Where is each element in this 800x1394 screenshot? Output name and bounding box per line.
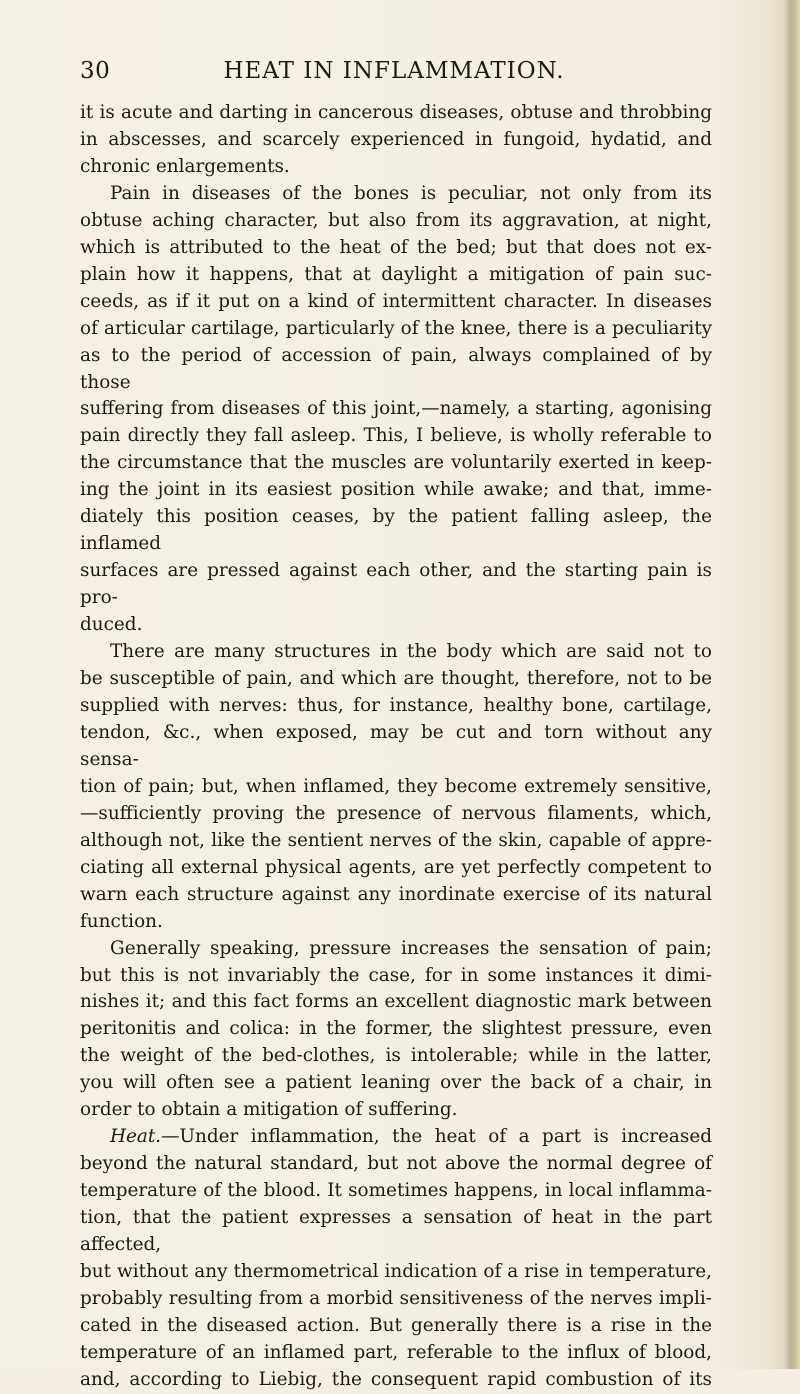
- text-line: temperature of an inflamed part, referable to the influx of blood,: [80, 1341, 712, 1363]
- text-line: of articular cartilage, particularly of the knee, there is a peculiarity: [80, 317, 712, 339]
- text-line: supplied with nerves: thus, for instance, healthy bone, cartilage,: [80, 694, 712, 716]
- text-line: ing the joint in its easiest position while awake; and that, imme-: [80, 479, 712, 501]
- text-line: be susceptible of pain, and which are thought, therefore, not to be: [80, 668, 712, 690]
- text-line: probably resulting from a morbid sensitiveness of the nerves impli-: [80, 1287, 712, 1309]
- page-number: 30: [80, 58, 111, 84]
- text-line-rest: —Under inflammation, the heat of a part is increased: [161, 1126, 712, 1148]
- text-line: beyond the natural standard, but not above the normal degree of: [80, 1153, 712, 1175]
- text-line: although not, like the sentient nerves of the skin, capable of appre-: [80, 829, 712, 851]
- text-line: obtuse aching character, but also from its aggravation, at night,: [80, 209, 712, 231]
- text-line: function.: [80, 910, 163, 932]
- text-line: the circumstance that the muscles are voluntarily exerted in keep-: [80, 452, 712, 474]
- text-line: Generally speaking, pressure increases the sensation of pain;: [110, 937, 712, 959]
- text-line: temperature of the blood. It sometimes happens, in local inflamma-: [80, 1180, 712, 1202]
- page-edge-shadow: [784, 0, 800, 1369]
- text-line: it is acute and darting in cancerous diseases, obtuse and throbbing: [80, 102, 712, 123]
- text-line: which is attributed to the heat of the bed; but that does not ex-: [80, 236, 712, 258]
- text-line: ciating all external physical agents, are yet perfectly competent to: [80, 856, 712, 878]
- text-line: diately this position ceases, by the patient falling asleep, the inflamed: [80, 506, 712, 555]
- text-line: —sufficiently proving the presence of nervous filaments, which,: [80, 802, 712, 824]
- text-line: chronic enlargements.: [80, 155, 290, 177]
- page-header: [80, 58, 708, 94]
- text-line: suffering from diseases of this joint,—namely, a starting, agonising: [80, 398, 712, 420]
- text-line: cated in the diseased action. But generally there is a rise in the: [80, 1314, 712, 1336]
- text-line: but without any thermometrical indication of a rise in temperature,: [80, 1260, 712, 1282]
- running-head: HEAT IN INFLAMMATION.: [223, 58, 565, 84]
- text-line: and, according to Liebig, the consequent rapid combustion of its: [80, 1368, 712, 1390]
- text-line: warn each structure against any inordinate exercise of its natural: [80, 883, 712, 905]
- text-line: surfaces are pressed against each other, and the starting pain is pro-: [80, 560, 712, 609]
- text-line: [80, 1124, 712, 1151]
- section-heading-heat: Heat.: [110, 1126, 162, 1148]
- text-line: as to the period of accession of pain, always complained of by those: [80, 344, 712, 393]
- text-line: ceeds, as if it put on a kind of intermittent character. In diseases: [80, 290, 712, 312]
- text-line: tendon, &c., when exposed, may be cut and torn without any sensa-: [80, 721, 712, 770]
- text-line: There are many structures in the body which are said not to: [110, 641, 712, 663]
- text-line: in abscesses, and scarcely experienced in fungoid, hydatid, and: [80, 128, 712, 150]
- text-line: duced.: [80, 614, 143, 636]
- text-line: nishes it; and this fact forms an excellent diagnostic mark between: [80, 991, 712, 1013]
- text-line: you will often see a patient leaning over the back of a chair, in: [80, 1072, 712, 1094]
- text-line: plain how it happens, that at daylight a mitigation of pain suc-: [80, 263, 712, 285]
- text-line: the weight of the bed-clothes, is intolerable; while in the latter,: [80, 1045, 712, 1067]
- text-line: tion of pain; but, when inflamed, they become extremely sensitive,: [80, 775, 712, 797]
- text-line: but this is not invariably the case, for in some instances it dimi-: [80, 964, 712, 986]
- text-line: order to obtain a mitigation of suffering.: [80, 1099, 458, 1121]
- text-line: Pain in diseases of the bones is peculiar, not only from its: [110, 182, 712, 204]
- text-line: pain directly they fall asleep. This, I believe, is wholly referable to: [80, 425, 712, 447]
- body-text: [80, 100, 712, 1394]
- text-line: peritonitis and colica: in the former, the slightest pressure, even: [80, 1018, 712, 1040]
- text-line: tion, that the patient expresses a sensation of heat in the part affected,: [80, 1207, 712, 1256]
